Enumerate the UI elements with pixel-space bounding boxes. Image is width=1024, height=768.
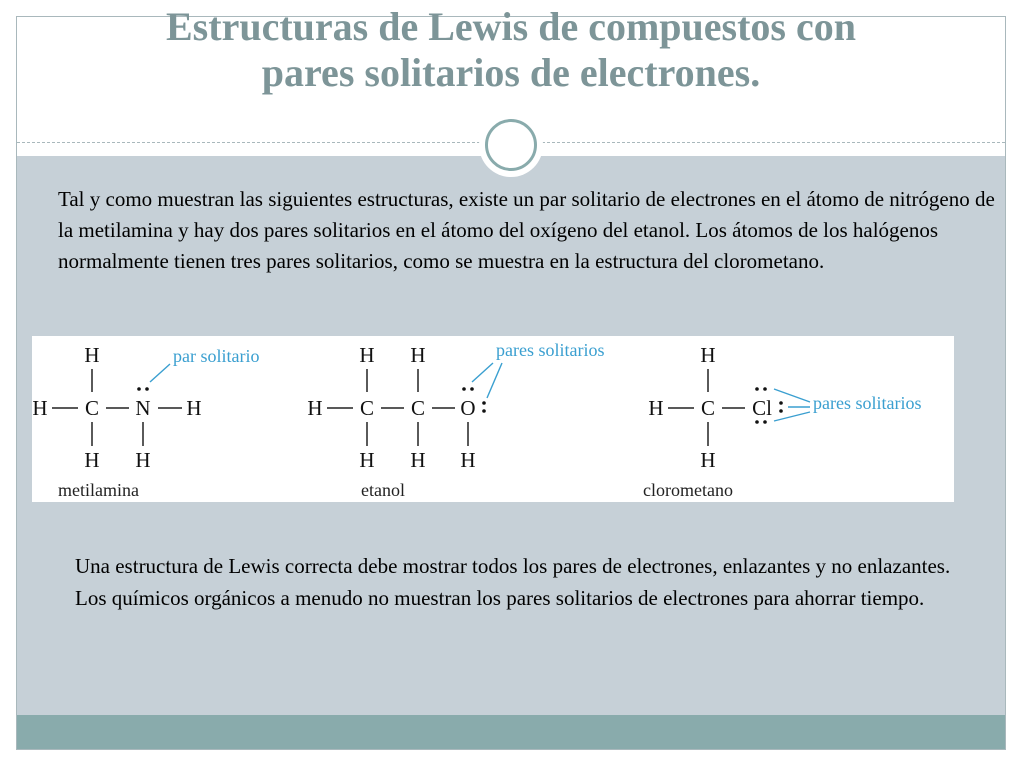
- atom-o: O: [460, 396, 476, 420]
- annotation-label: pares solitarios: [813, 393, 922, 413]
- annotation-arrow: [150, 364, 170, 382]
- lone-pair-dot: [763, 387, 767, 391]
- lewis-structures-figure: [32, 336, 954, 502]
- intro-paragraph: Tal y como muestran las siguientes estructuras, existe un par solitario de electrones en el átomo de nitrógeno de la metilamina y hay dos pares solitarios en el átomo del oxígeno del etanol. Los átomos de los halógenos normalmente tienen tres pares solitarios, como se muestra en la estructura del clorometano.: [58, 187, 995, 273]
- footer-bar: [17, 715, 1005, 749]
- atom-h: H: [359, 448, 375, 472]
- lone-pair-dot: [145, 387, 149, 391]
- slide-title: [16, 4, 1006, 96]
- atom-h: H: [359, 343, 375, 367]
- annotation-label: par solitario: [173, 346, 260, 366]
- atom-c: C: [84, 396, 100, 420]
- lone-pair-dot: [779, 409, 783, 413]
- atom-cl: Cl: [752, 396, 772, 420]
- lewis-structures-svg: [32, 336, 954, 502]
- atom-h: H: [460, 448, 476, 472]
- atom-h: H: [307, 396, 323, 420]
- atom-h: H: [186, 396, 202, 420]
- circle-ring-icon: [485, 119, 537, 171]
- annotation-label: pares solitarios: [496, 340, 605, 360]
- atom-h: H: [410, 343, 426, 367]
- annotation-arrow: [472, 363, 493, 382]
- closing-paragraph: Una estructura de Lewis correcta debe mostrar todos los pares de electrones, enlazantes y no enlazantes. Los químicos orgánicos a menudo no muestran los pares solitarios de electrones para ahorrar tiempo.: [75, 554, 951, 610]
- annotation-arrow: [774, 412, 810, 421]
- lone-pair-dot: [462, 387, 466, 391]
- lone-pair-dot: [755, 420, 759, 424]
- atom-h: H: [700, 343, 716, 367]
- lone-pair-dot: [482, 409, 486, 413]
- annotation-arrow: [774, 389, 810, 402]
- atom-c: C: [359, 396, 375, 420]
- atom-h: H: [32, 396, 48, 420]
- title-line-2: pares solitarios de electrones.: [261, 50, 761, 95]
- molecule-etanol: [307, 340, 604, 500]
- lone-pair-dot: [470, 387, 474, 391]
- molecule-caption: clorometano: [643, 480, 733, 500]
- molecule-clorometano: [643, 343, 921, 500]
- atom-n: N: [135, 396, 151, 420]
- atom-h: H: [135, 448, 151, 472]
- atom-h: H: [84, 448, 100, 472]
- atom-c: C: [410, 396, 426, 420]
- atom-h: H: [700, 448, 716, 472]
- lone-pair-dot: [482, 401, 486, 405]
- molecule-metilamina: [32, 343, 259, 500]
- molecule-caption: metilamina: [58, 480, 139, 500]
- atom-c: C: [700, 396, 716, 420]
- lone-pair-dot: [779, 401, 783, 405]
- molecule-caption: etanol: [361, 480, 405, 500]
- atom-h: H: [410, 448, 426, 472]
- lone-pair-dot: [137, 387, 141, 391]
- annotation-arrow: [487, 363, 502, 398]
- title-line-1: Estructuras de Lewis de compuestos con: [166, 4, 856, 49]
- atom-h: H: [84, 343, 100, 367]
- atom-h: H: [648, 396, 664, 420]
- lone-pair-dot: [755, 387, 759, 391]
- lone-pair-dot: [763, 420, 767, 424]
